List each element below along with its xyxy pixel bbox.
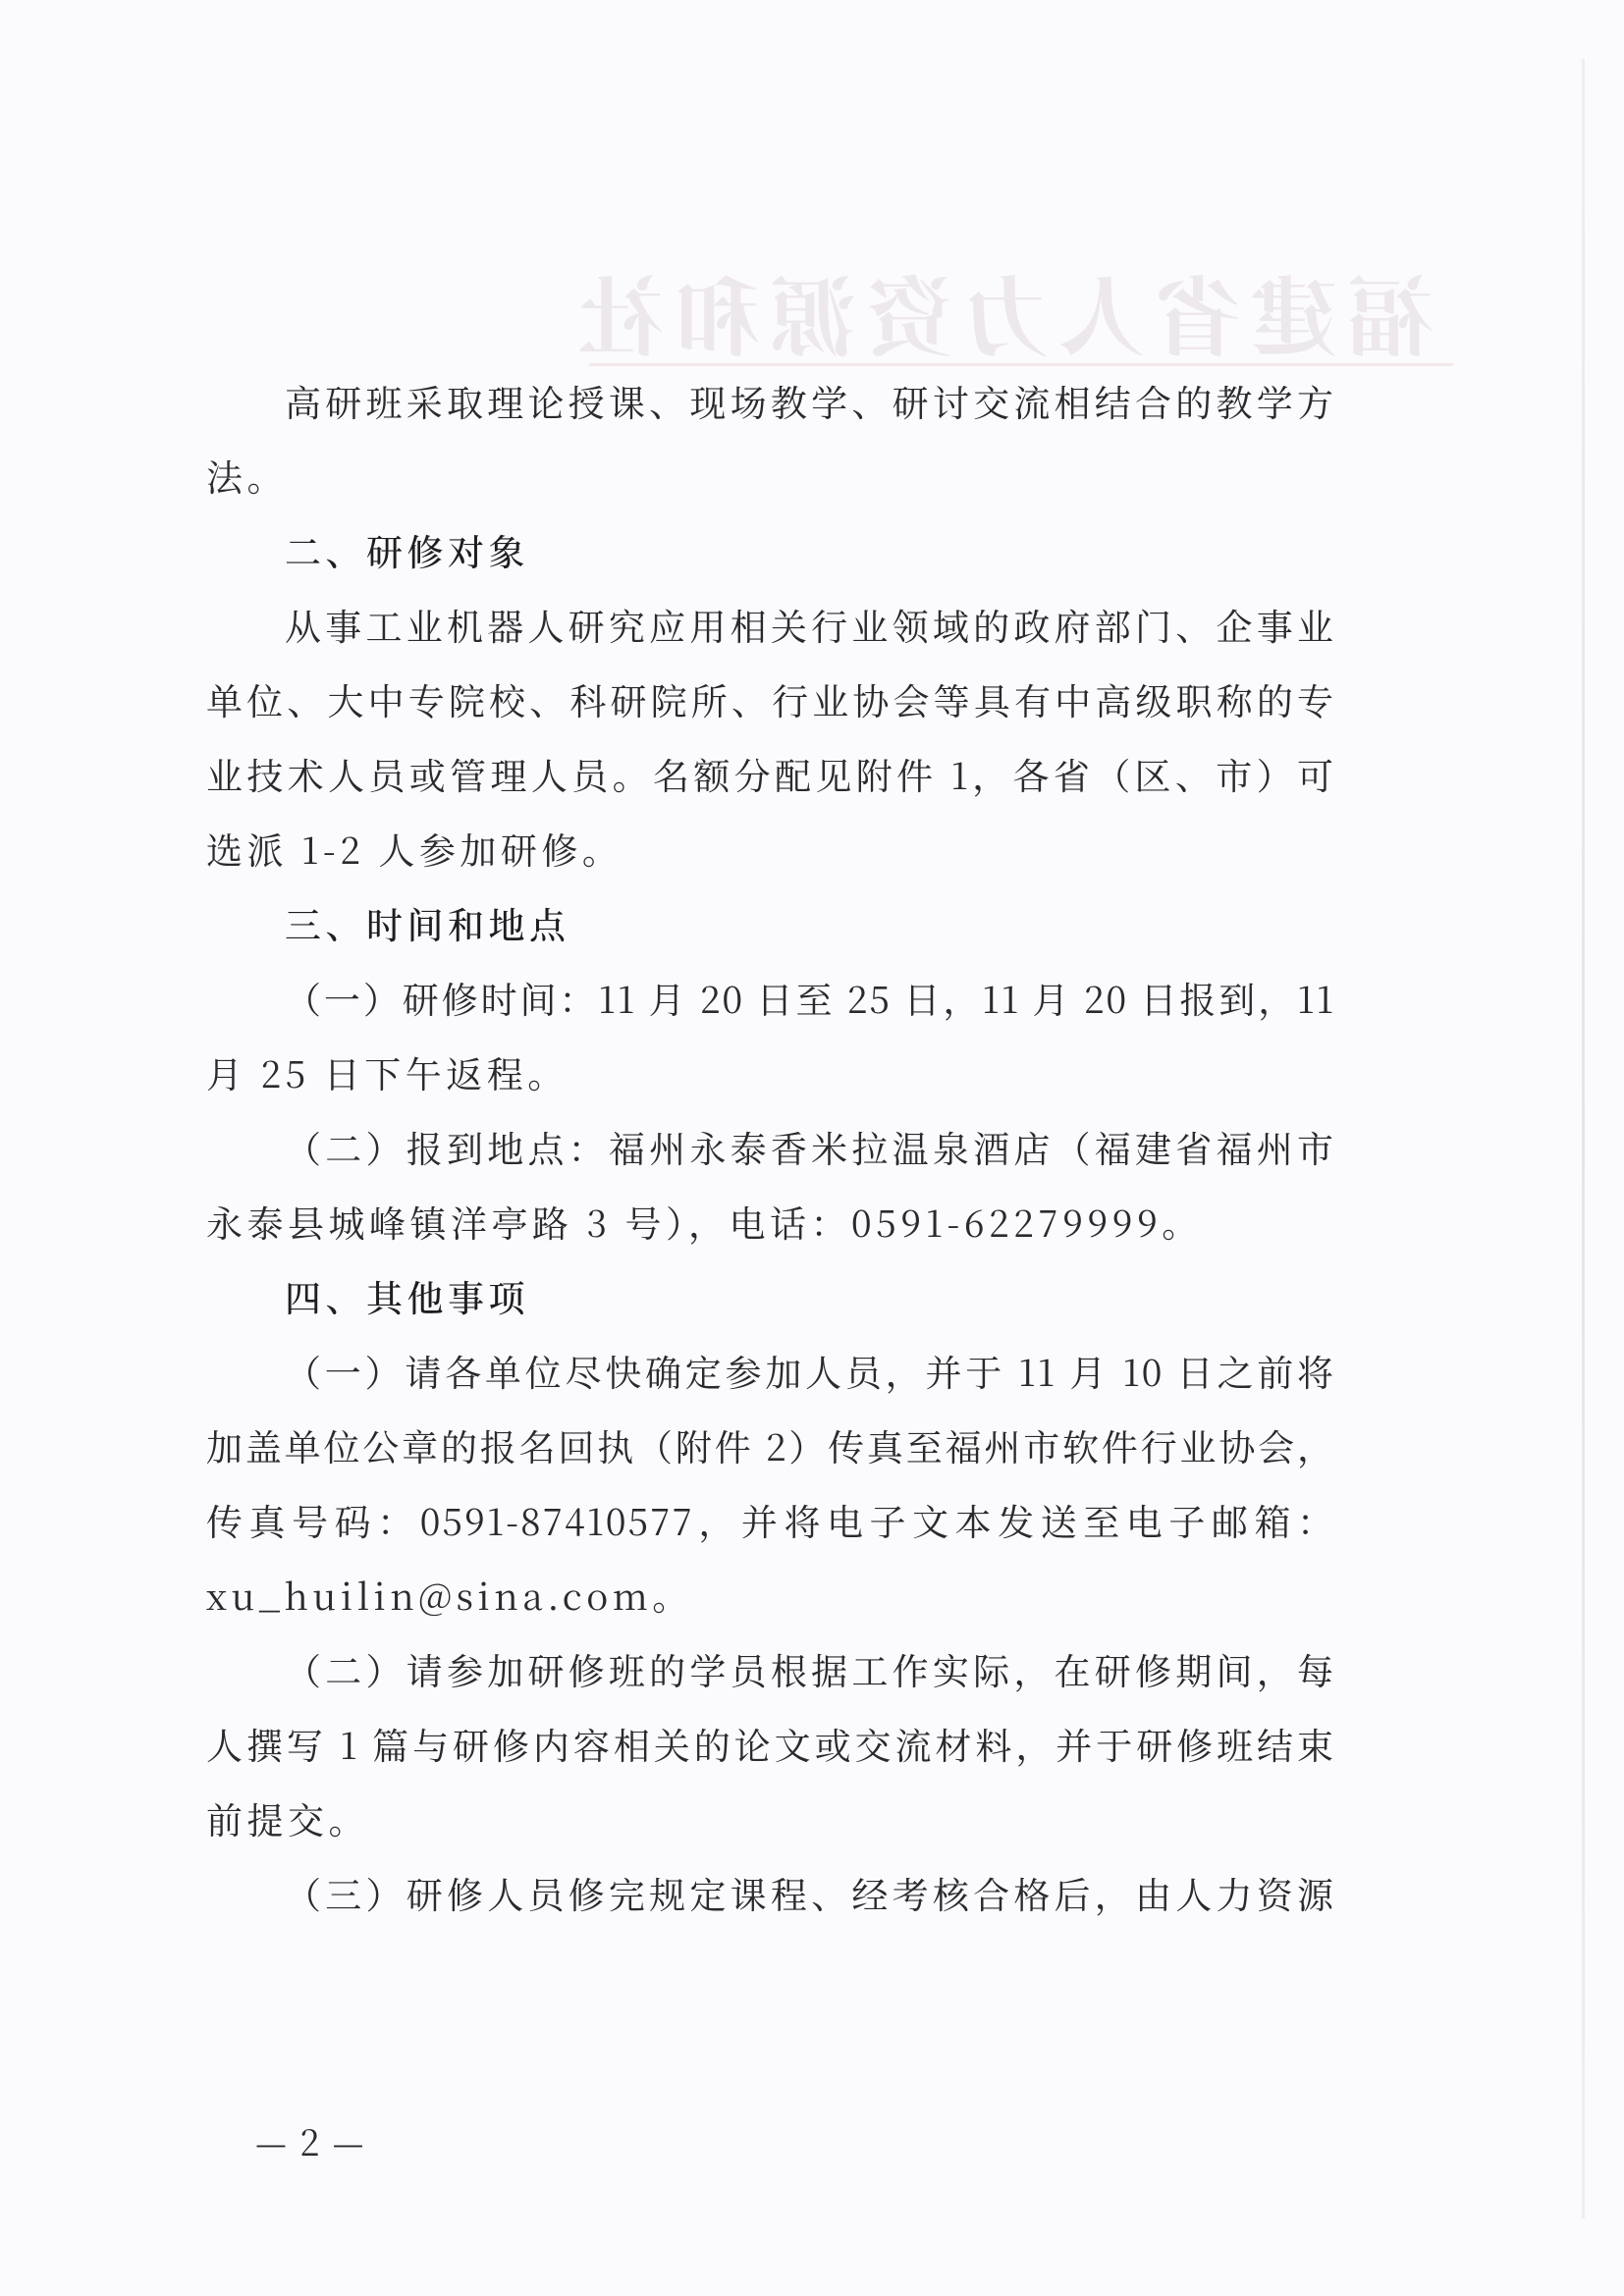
paragraph-line: 月 25 日下午返程。 bbox=[206, 1045, 568, 1098]
email-address: xu_huilin@sina.com。 bbox=[206, 1568, 693, 1621]
paragraph-line: 永泰县城峰镇洋亭路 3 号），电话：0591-62279999。 bbox=[206, 1195, 1203, 1248]
section-heading-time-place: 三、时间和地点 bbox=[285, 896, 570, 949]
paragraph-line: 加盖单位公章的报名回执（附件 2）传真至福州市软件行业协会， bbox=[206, 1418, 1335, 1471]
paragraph-line: 高研班采取理论授课、现场教学、研讨交流相结合的教学方 bbox=[285, 374, 1335, 427]
page-number: — 2 — bbox=[255, 2116, 366, 2166]
paragraph-line: （二）请参加研修班的学员根据工作实际，在研修期间，每 bbox=[285, 1642, 1335, 1695]
paragraph-line: 法。 bbox=[206, 449, 288, 502]
paragraph-line: 单位、大中专院校、科研院所、行业协会等具有中高级职称的专 bbox=[206, 672, 1335, 725]
paper-edge bbox=[1582, 59, 1585, 2218]
paragraph-line: （二）报到地点：福州永泰香米拉温泉酒店（福建省福州市 bbox=[285, 1120, 1335, 1173]
paragraph-line: 人撰写 1 篇与研修内容相关的论文或交流材料，并于研修班结束 bbox=[206, 1717, 1335, 1770]
paragraph-line: （一）请各单位尽快确定参加人员，并于 11 月 10 日之前将 bbox=[285, 1344, 1335, 1397]
paragraph-line: 前提交。 bbox=[206, 1791, 369, 1844]
bleed-through-letterhead: 福建省人力资源和社 bbox=[567, 250, 1434, 374]
section-heading-research-targets: 二、研修对象 bbox=[285, 523, 529, 576]
paragraph-line: 传真号码：0591-87410577，并将电子文本发送至电子邮箱： bbox=[206, 1493, 1335, 1546]
paragraph-line: 选派 1-2 人参加研修。 bbox=[206, 822, 623, 875]
section-heading-other-matters: 四、其他事项 bbox=[285, 1269, 529, 1322]
document-body bbox=[206, 363, 1335, 1930]
paragraph-line: （三）研修人员修完规定课程、经考核合格后，由人力资源 bbox=[285, 1866, 1335, 1919]
paragraph-line: 从事工业机器人研究应用相关行业领域的政府部门、企事业 bbox=[285, 598, 1335, 651]
paragraph-line: （一）研修时间：11 月 20 日至 25 日，11 月 20 日报到，11 bbox=[285, 971, 1335, 1024]
paragraph-line: 业技术人员或管理人员。名额分配见附件 1，各省（区、市）可 bbox=[206, 747, 1335, 800]
